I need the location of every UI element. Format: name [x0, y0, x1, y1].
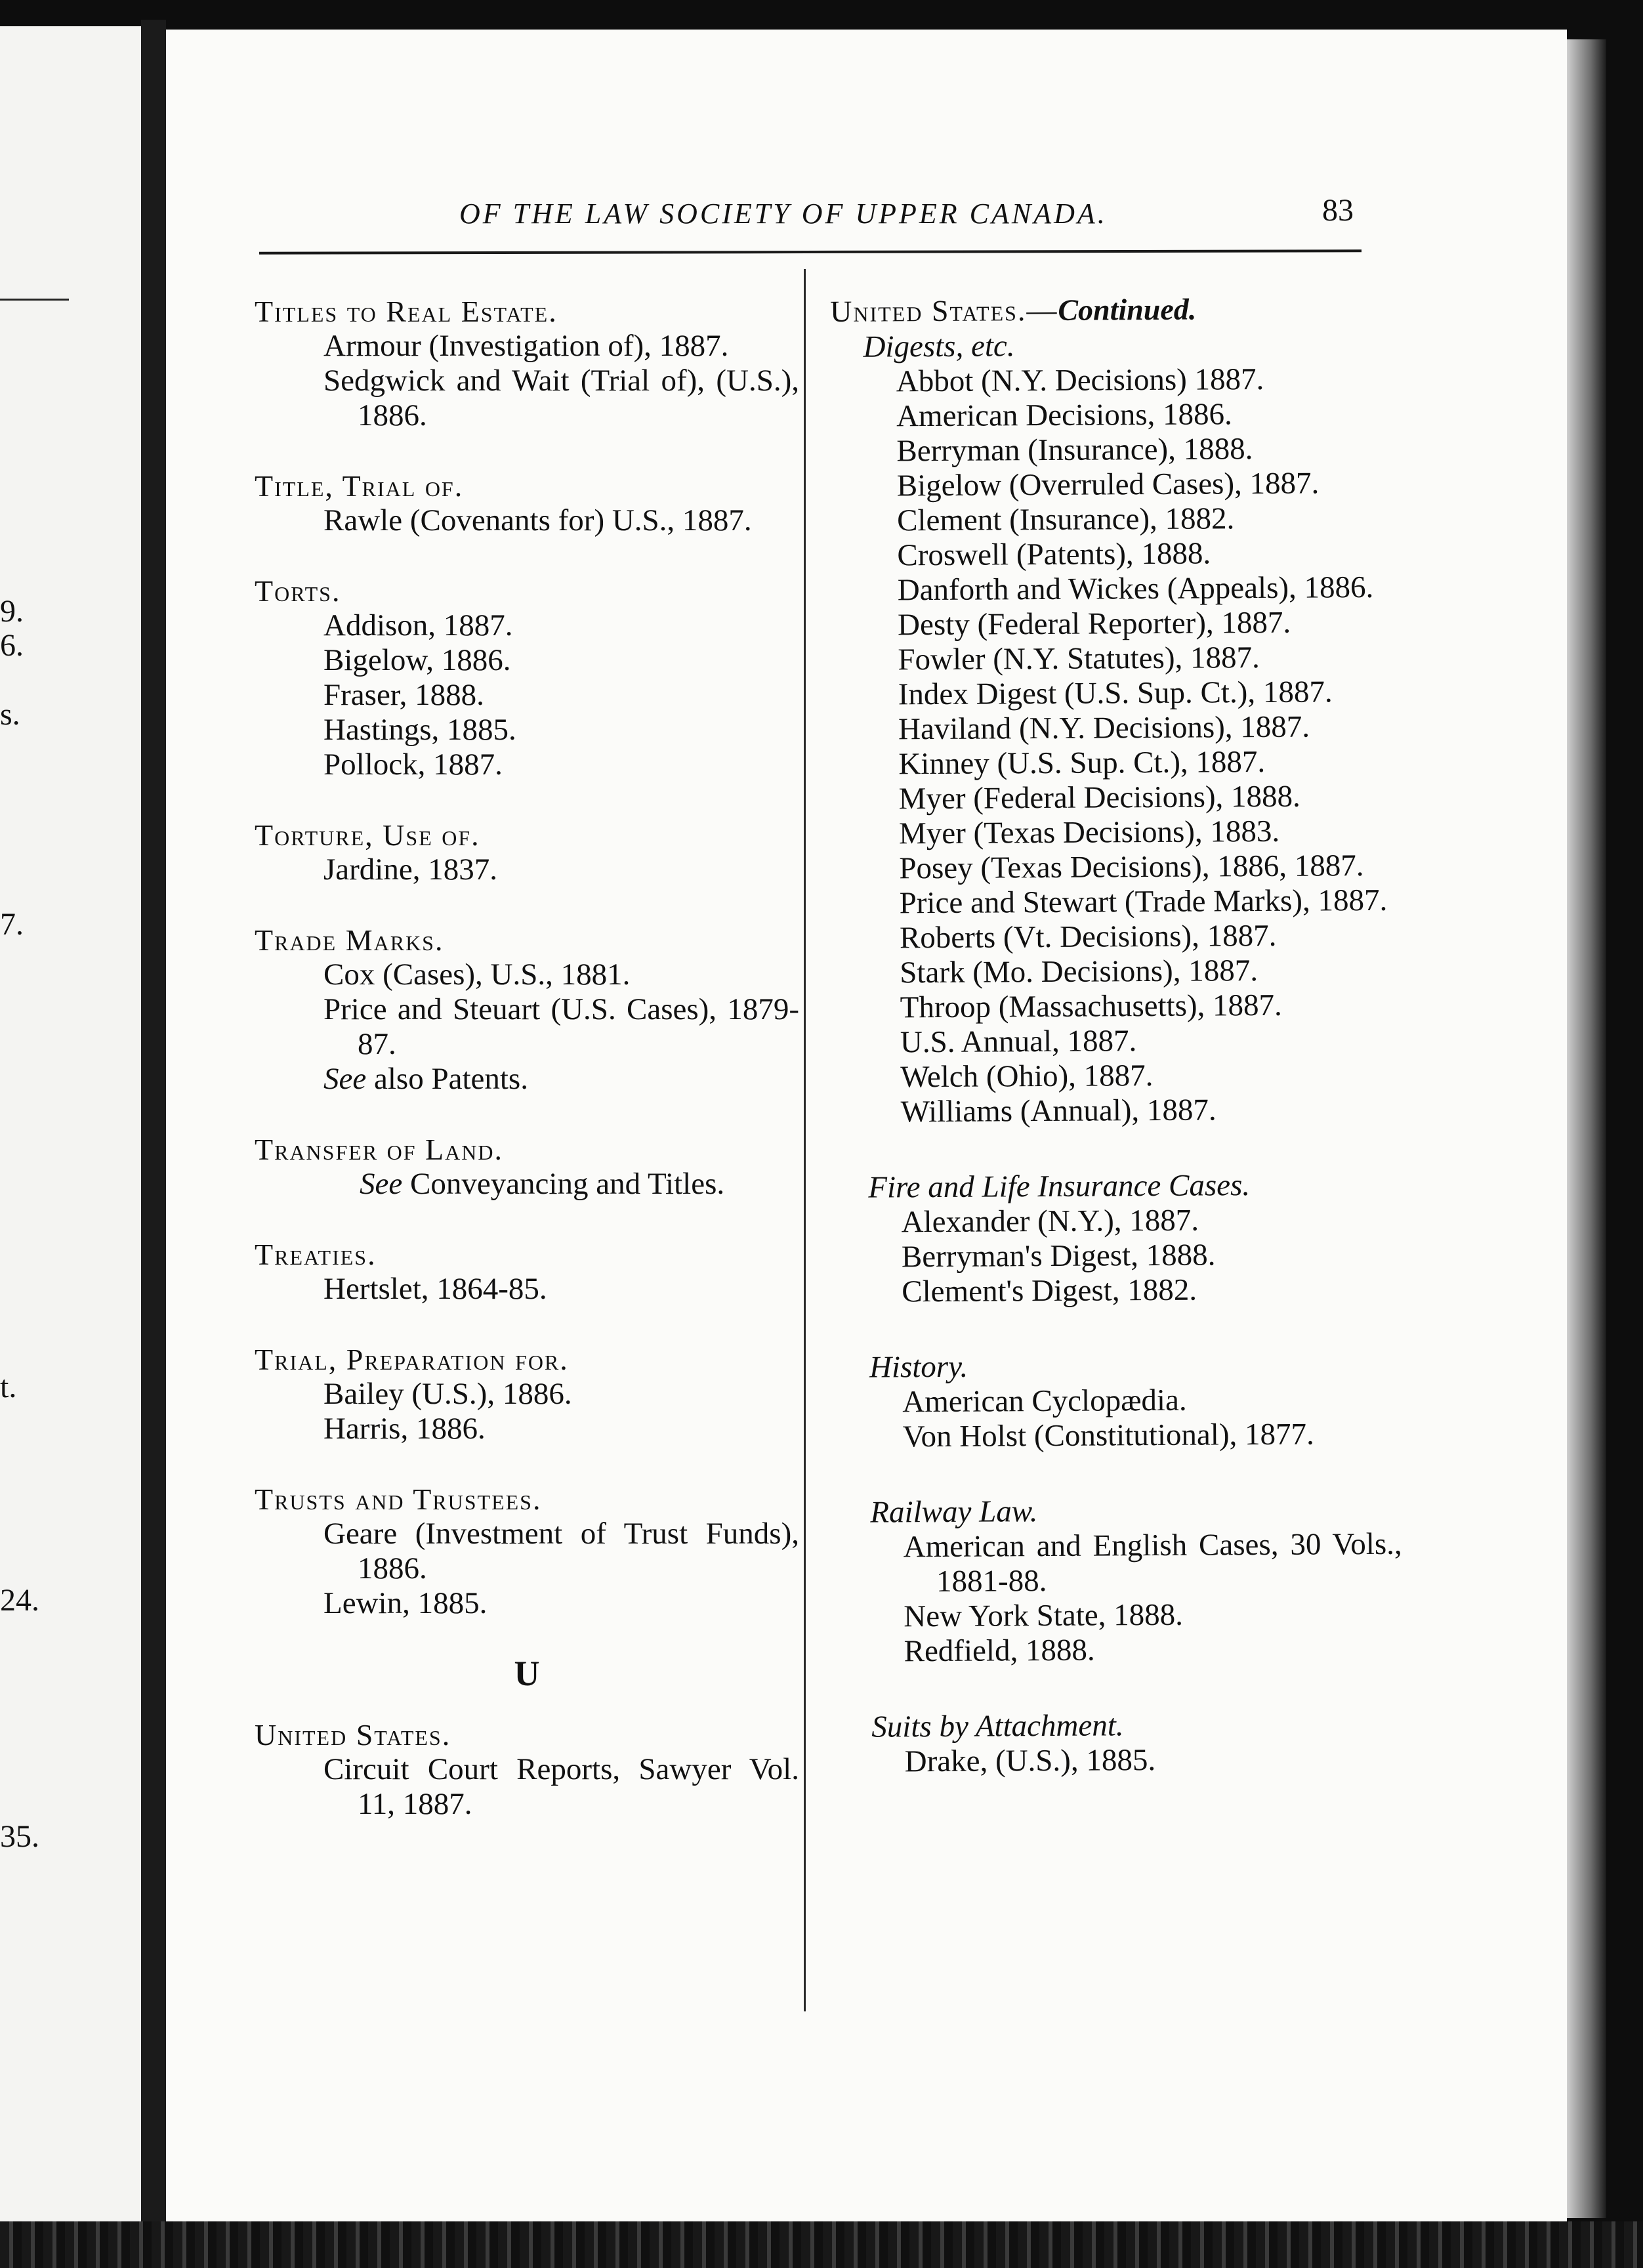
section-heading: United States.	[255, 1718, 451, 1752]
section-heading: Titles to Real Estate.	[255, 295, 558, 328]
see-word: See	[323, 1062, 367, 1096]
facing-page-fragment: t.	[0, 1370, 17, 1404]
index-entry: Berryman (Insurance), 1888.	[896, 432, 1253, 469]
page-edge-shadow	[1567, 39, 1606, 2218]
index-entry: Clement's Digest, 1882.	[902, 1272, 1197, 1309]
index-entry: Pollock, 1887.	[323, 747, 503, 782]
section-heading: Trial, Preparation for.	[255, 1343, 569, 1376]
book-gutter	[141, 20, 166, 2238]
index-entry: Myer (Texas Decisions), 1883.	[898, 814, 1280, 851]
index-entry: Sedgwick and Wait (Trial of), (U.S.), 1886.	[323, 364, 799, 432]
index-entry: Von Holst (Constitutional), 1877.	[902, 1417, 1314, 1454]
index-entry: Myer (Federal Decisions), 1888.	[898, 779, 1301, 816]
index-entry: Williams (Annual), 1887.	[900, 1093, 1217, 1129]
index-entry: Danforth and Wickes (Appeals), 1886.	[897, 570, 1374, 608]
section-heading	[830, 291, 1394, 329]
facing-page-rule	[0, 299, 69, 301]
index-entry: New York State, 1888.	[904, 1597, 1184, 1634]
section-heading: Trusts and Trustees.	[255, 1482, 542, 1516]
running-head: OF THE LAW SOCIETY OF UPPER CANADA.	[459, 198, 1108, 230]
index-entry: Croswell (Patents), 1888.	[897, 536, 1211, 573]
index-entry: Posey (Texas Decisions), 1886, 1887.	[899, 849, 1364, 886]
section-heading: Transfer of Land.	[255, 1133, 503, 1166]
section-heading: Trade Marks.	[255, 923, 444, 957]
index-entry: Bigelow (Overruled Cases), 1887.	[896, 466, 1320, 503]
scan-background	[0, 2221, 1643, 2268]
index-entry: Redfield, 1888.	[904, 1633, 1095, 1669]
section-heading-main: United States.—	[830, 293, 1058, 328]
index-entry: Hertslet, 1864-85.	[323, 1272, 547, 1306]
facing-page-edge	[0, 26, 141, 2225]
index-entry: American Cyclopædia.	[902, 1383, 1187, 1419]
subject-group	[837, 1492, 1403, 1670]
facing-page-fragment: 24.	[0, 1583, 39, 1618]
column-divider	[804, 269, 806, 2011]
facing-page-fragment: 7.	[0, 907, 24, 942]
index-entry: Price and Stewart (Trade Marks), 1887.	[899, 883, 1388, 921]
index-section	[255, 1342, 799, 1446]
index-entry: Haviland (N.Y. Decisions), 1887.	[898, 709, 1310, 747]
index-entry: Rawle (Covenants for) U.S., 1887.	[323, 503, 752, 537]
index-section	[255, 574, 799, 782]
see-reference	[289, 1167, 799, 1202]
index-entry: Armour (Investigation of), 1887.	[323, 329, 729, 363]
index-entry: Throop (Massachusetts), 1887.	[900, 988, 1282, 1025]
index-entry: Jardine, 1837.	[323, 852, 497, 887]
see-also-entry	[289, 1062, 799, 1097]
right-column	[830, 291, 1404, 1820]
index-entry: Fraser, 1888.	[323, 678, 484, 712]
index-entry: Kinney (U.S. Sup. Ct.), 1887.	[898, 744, 1266, 782]
subject-group	[830, 327, 1399, 1130]
left-column	[255, 294, 799, 1857]
index-section	[255, 1237, 799, 1307]
index-entry: Alexander (N.Y.), 1887.	[901, 1203, 1199, 1240]
index-section	[255, 469, 799, 538]
index-entry: Fowler (N.Y. Statutes), 1887.	[898, 640, 1260, 677]
subject-heading: Suits by Attachment.	[871, 1708, 1124, 1744]
index-entry: Circuit Court Reports, Sawyer Vol. 11, 1887.	[323, 1752, 799, 1821]
facing-page-fragment: 9.	[0, 594, 24, 629]
index-entry: Desty (Federal Reporter), 1887.	[897, 605, 1291, 642]
section-heading: Treaties.	[255, 1238, 377, 1271]
index-entry: U.S. Annual, 1887.	[900, 1024, 1137, 1060]
see-also-target: also Patents.	[366, 1062, 528, 1096]
index-entry: Stark (Mo. Decisions), 1887.	[900, 954, 1258, 990]
index-entry: Harris, 1886.	[323, 1412, 486, 1446]
section-heading: Torture, Use of.	[255, 818, 480, 852]
subject-heading: Fire and Life Insurance Cases.	[868, 1168, 1251, 1205]
subject-heading: Railway Law.	[870, 1494, 1038, 1530]
facing-page-fragment: 35.	[0, 1819, 39, 1854]
index-entry: Index Digest (U.S. Sup. Ct.), 1887.	[898, 675, 1333, 712]
subject-heading: Digests, etc.	[863, 329, 1015, 364]
index-section	[255, 923, 799, 1097]
subject-group	[837, 1347, 1402, 1455]
index-section	[255, 1482, 799, 1621]
index-entry: Addison, 1887.	[323, 608, 513, 642]
section-heading: Title, Trial of.	[255, 469, 464, 503]
index-entry: Clement (Insurance), 1882.	[896, 501, 1235, 538]
section-heading: Torts.	[255, 574, 341, 608]
facing-page-fragment: 6.	[0, 628, 24, 663]
index-entry: Bailey (U.S.), 1886.	[323, 1377, 572, 1411]
index-entry: Abbot (N.Y. Decisions) 1887.	[896, 362, 1264, 399]
index-section	[255, 1717, 799, 1822]
subject-heading: History.	[869, 1349, 968, 1385]
index-section	[255, 1132, 799, 1202]
index-letter: U	[514, 1654, 540, 1693]
index-entry: Bigelow, 1886.	[323, 643, 511, 677]
see-reference-target: Conveyancing and Titles.	[402, 1167, 725, 1201]
index-entry: Cox (Cases), U.S., 1881.	[323, 957, 631, 992]
subject-group	[835, 1167, 1400, 1310]
index-entry: American Decisions, 1886.	[896, 397, 1232, 434]
index-section	[255, 818, 799, 887]
index-entry: Geare (Investment of Trust Funds), 1886.	[323, 1517, 799, 1586]
page-number: 83	[1322, 193, 1354, 228]
index-entry: Hastings, 1885.	[323, 713, 516, 747]
index-entry: Drake, (U.S.), 1885.	[904, 1743, 1156, 1779]
index-entry: Berryman's Digest, 1888.	[901, 1238, 1216, 1274]
see-word: See	[360, 1167, 403, 1201]
facing-page-fragment: s.	[0, 697, 20, 732]
index-entry: Welch (Ohio), 1887.	[900, 1059, 1154, 1095]
index-section	[255, 294, 799, 433]
index-entry: American and English Cases, 30 Vols., 1881-88.	[903, 1526, 1402, 1599]
subject-group	[839, 1707, 1404, 1780]
index-entry: Roberts (Vt. Decisions), 1887.	[899, 918, 1277, 956]
index-entry: Lewin, 1885.	[323, 1586, 488, 1620]
continued-label: Continued.	[1058, 292, 1197, 327]
index-entry: Price and Steuart (U.S. Cases), 1879-87.	[323, 992, 799, 1061]
